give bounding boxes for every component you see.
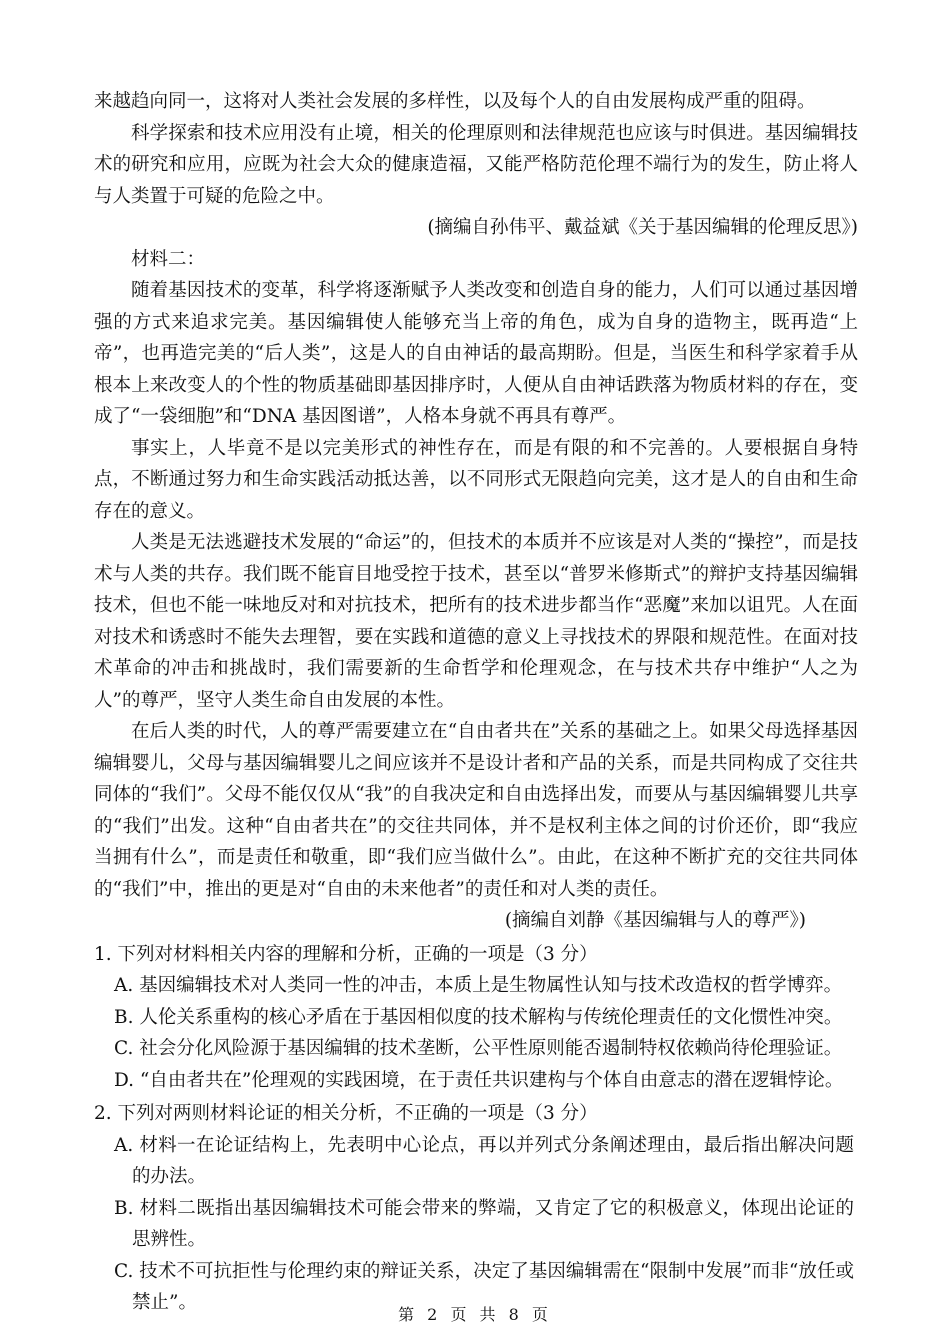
source-citation-material-two: (摘编自刘静《基因编辑与人的尊严》) <box>504 910 806 931</box>
question-stem: 2. 下列对两则材料论证的相关分析，不正确的一项是（3 分） <box>94 1103 598 1124</box>
paragraph-continuation: 来越趋向同一，这将对人类社会发展的多样性，以及每个人的自由发展构成严重的阻碍。 <box>94 91 816 112</box>
paragraph-post-human-dignity: 在后人类的时代，人的尊严需要建立在“自由者共在”关系的基础之上。如果父母选择基因编辑婴儿，父母与基因编辑婴儿之间应该并不是设计者和产品的关系，而是共同构成了交往共同体的“我们”。父母不能仅仅从“我”的自我决定和自由选择出发，而要从与基因编辑婴儿共享的“我们”出发。这种“自由者共在”的交往共同体，并不是权利主体之间的讨价还价，即“我应当拥有什么”，而是责任和敬重，即“我们应当做什么”。由此，在这种不断扩充的交往共同体的“我们”中，推出的更是对“自由的未来他者”的责任和对人类的责任。 <box>94 721 858 900</box>
page-number-footer: 第 2 页 共 8 页 <box>398 1305 552 1324</box>
question-1 <box>94 939 858 1097</box>
material-two-heading: 材料二： <box>131 248 206 270</box>
option-b: B. 人伦关系重构的核心矛盾在于基因相似度的技术解构与传统伦理责任的文化惯性冲突。 <box>114 1006 843 1028</box>
paragraph-gene-tech-transform: 随着基因技术的变革，科学将逐渐赋予人类改变和创造自身的能力，人们可以通过基因增强的方式来追求完美。基因编辑使人能够充当上帝的角色，成为自身的造物主，既再造“上帝”，也再造完美的“后人类”，这是人的自由神话的最高期盼。但是，当医生和科学家着手从根本上来改变人的个性的物质基础即基因排序时，人便从自由神话跌落为物质材料的存在，变成了“一袋细胞”和“DNA 基因图谱”，人格本身就不再具有尊严。 <box>94 280 858 427</box>
document-body <box>94 86 858 1319</box>
option-a: A. 材料一在论证结构上，先表明中心论点，再以并列式分条阐述理由，最后指出解决问题的办法。 <box>114 1134 854 1187</box>
question-stem: 1. 下列对材料相关内容的理解和分析，正确的一项是（3 分） <box>94 943 598 965</box>
paragraph-ethics-norms: 科学探索和技术应用没有止境，相关的伦理原则和法律规范也应该与时俱进。基因编辑技术的研究和应用，应既为社会大众的健康造福，又能严格防范伦理不端行为的发生，防止将人与人类置于可疑的危险之中。 <box>94 122 858 207</box>
option-c: C. 社会分化风险源于基因编辑的技术垄断，公平性原则能否遏制特权依赖尚待伦理验证。 <box>114 1038 843 1059</box>
paragraph-human-finitude: 事实上，人毕竟不是以完美形式的神性存在，而是有限的和不完善的。人要根据自身特点，不断通过努力和生命实践活动抵达善，以不同形式无限趋向完美，这才是人的自由和生命存在的意义。 <box>94 437 858 522</box>
question-2 <box>94 1098 858 1319</box>
option-b: B. 材料二既指出基因编辑技术可能会带来的弊端，又肯定了它的积极意义，体现出论证的思辨性。 <box>114 1197 854 1250</box>
option-c: C. 技术不可抗拒性与伦理约束的辩证关系，决定了基因编辑需在“限制中发展”而非“放任或禁止”。 <box>114 1260 854 1313</box>
source-citation-material-one: (摘编自孙伟平、戴益斌《关于基因编辑的伦理反思》) <box>427 217 858 238</box>
paragraph-tech-coexistence: 人类是无法逃避技术发展的“命运”的，但技术的本质并不应该是对人类的“操控”，而是技术与人类的共存。我们既不能盲目地受控于技术，甚至以“普罗米修斯式”的辩护支持基因编辑技术，但也不能一味地反对和对抗技术，把所有的技术进步都当作“恶魔”来加以诅咒。人在面对技术和诱惑时不能失去理智，要在实践和道德的意义上寻找技术的界限和规范性。在面对技术革命的冲击和挑战时，我们需要新的生命哲学和伦理观念，在与技术共存中维护“人之为人”的尊严，坚守人类生命自由发展的本性。 <box>94 532 858 711</box>
option-a: A. 基因编辑技术对人类同一性的冲击，本质上是生物属性认知与技术改造权的哲学博弈。 <box>114 975 843 996</box>
option-d: D. “自由者共在”伦理观的实践困境，在于责任共识建构与个体自由意志的潜在逻辑悖论。 <box>114 1069 844 1091</box>
